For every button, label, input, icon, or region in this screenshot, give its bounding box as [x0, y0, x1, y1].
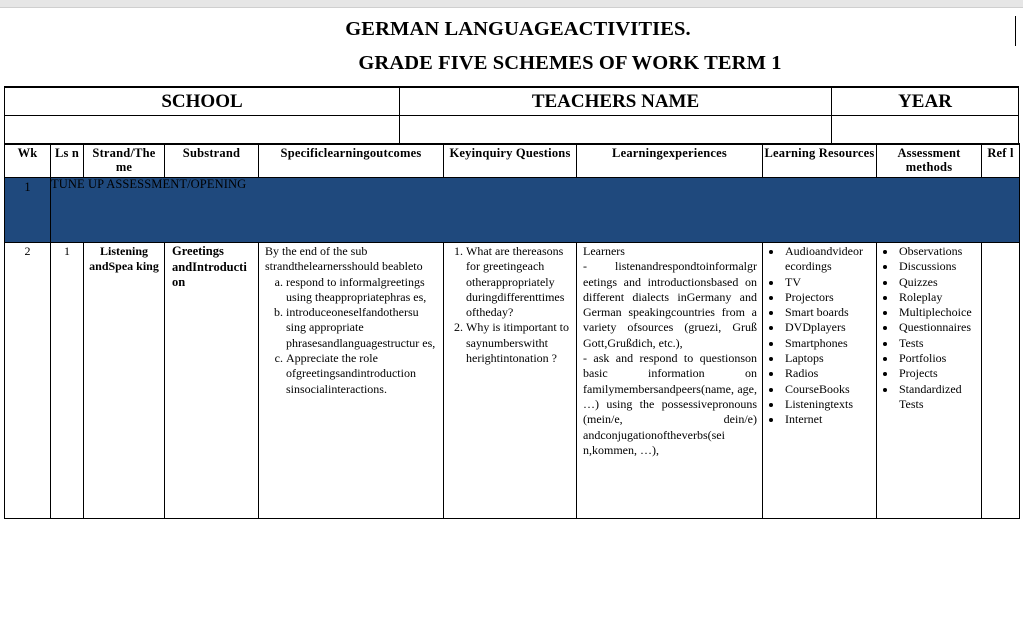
week-cell	[5, 243, 51, 519]
outcomes-list	[265, 275, 438, 397]
substrand-cell	[165, 243, 259, 519]
outcomes-cell	[259, 243, 444, 519]
window-top-bar	[0, 0, 1023, 8]
school-label: SCHOOL	[5, 87, 400, 116]
col-header-resources: Learning Resources	[763, 144, 877, 178]
col-header-substrand: Substrand	[165, 144, 259, 178]
list-item: • Smartphones	[783, 336, 876, 351]
ref-cell	[982, 243, 1020, 519]
list-item: • Listeningtexts	[783, 397, 876, 412]
list-item: • Observations	[897, 244, 981, 259]
document-subtitle: GRADE FIVE SCHEMES OF WORK TERM 1	[358, 52, 782, 74]
col-header-lesson: Ls n	[51, 144, 84, 178]
experience-item: - ask and respond to questionson basic information on familymembersandpeers(name, age, …) using the possessivepronouns (mein/e, dein/e) andconjugationoftheverbs(sei n,kommen, …),	[583, 351, 757, 457]
resources-cell	[763, 243, 877, 519]
col-header-assessment: Assessment methods	[877, 144, 982, 178]
list-item: • Portfolios	[897, 351, 981, 366]
list-item: a. respond to informalgreetings using theappropriatephras es,	[286, 275, 438, 306]
lesson-cell	[51, 243, 84, 519]
week-number: 2	[24, 244, 31, 258]
col-header-ref: Ref l	[982, 144, 1020, 178]
column-header-row	[5, 144, 1020, 178]
list-item: b. introduceoneselfandothersu sing appropriate phrasesandlanguagestructur es,	[286, 305, 438, 351]
experience-item: - listenandrespondtoinformalgr eetings and introductionsbased on different dialects inGermany and German speakingcountries from a variety ofsources (gruezi, Gruß Gott,Grußdich, etc.),	[583, 259, 757, 350]
school-value-cell[interactable]	[5, 116, 400, 145]
list-item: • Audioandvideor ecordings	[783, 244, 876, 275]
teacher-name-value-cell[interactable]	[400, 116, 832, 145]
document-title: GERMAN LANGUAGEACTIVITIES.	[345, 18, 691, 40]
lesson-number: 1	[64, 244, 70, 258]
list-item: 1. What are thereasons for greetingeach otherappropriately duringdifferenttimes oftheday?	[466, 244, 571, 320]
header-info-table	[4, 86, 1019, 145]
list-item: • Multiplechoice	[897, 305, 981, 320]
inquiry-cell	[444, 243, 577, 519]
band-week	[5, 178, 51, 243]
strand-cell	[84, 243, 165, 519]
substrand-text: Greetings andIntroducti on	[172, 244, 247, 289]
assessment-list	[877, 244, 981, 412]
year-value-cell[interactable]	[832, 116, 1019, 145]
list-item: • Radios	[783, 366, 876, 381]
list-item: • Projectors	[783, 290, 876, 305]
teacher-name-label: TEACHERS NAME	[400, 87, 832, 116]
list-item: • Questionnaires	[897, 320, 981, 335]
list-item: 2. Why is itimportant to saynumberswitht herightintonation ?	[466, 320, 571, 366]
list-item: • CourseBooks	[783, 382, 876, 397]
experiences-intro: Learners	[583, 244, 625, 258]
experiences-cell	[577, 243, 763, 519]
list-item: • Discussions	[897, 259, 981, 274]
col-header-strand: Strand/The me	[84, 144, 165, 178]
assessment-cell	[877, 243, 982, 519]
col-header-experiences: Learningexperiences	[577, 144, 763, 178]
band-week-number: 1	[24, 180, 31, 194]
col-header-outcomes: Specificlearningoutcomes	[259, 144, 444, 178]
list-item: • Internet	[783, 412, 876, 427]
list-item: • Tests	[897, 336, 981, 351]
list-item: • DVDplayers	[783, 320, 876, 335]
table-row	[5, 243, 1020, 519]
list-item: • TV	[783, 275, 876, 290]
strand-text: Listening andSpea king	[89, 244, 159, 274]
outcomes-intro: By the end of the sub strandthelearnersshould beableto	[265, 244, 423, 274]
resources-list	[763, 244, 876, 428]
inquiry-list	[450, 244, 571, 366]
year-label: YEAR	[832, 87, 1019, 116]
col-header-inquiry: Keyinquiry Questions	[444, 144, 577, 178]
col-header-week: Wk	[5, 144, 51, 178]
list-item: • Standardized Tests	[897, 382, 981, 413]
list-item: • Roleplay	[897, 290, 981, 305]
band-label: TUNE UP ASSESSMENT/OPENING	[51, 177, 247, 191]
list-item: • Laptops	[783, 351, 876, 366]
list-item: • Projects	[897, 366, 981, 381]
list-item: • Quizzes	[897, 275, 981, 290]
list-item: c. Appreciate the role ofgreetingsandintroduction sinsocialinteractions.	[286, 351, 438, 397]
scheme-of-work-table	[4, 143, 1020, 519]
list-item: • Smart boards	[783, 305, 876, 320]
